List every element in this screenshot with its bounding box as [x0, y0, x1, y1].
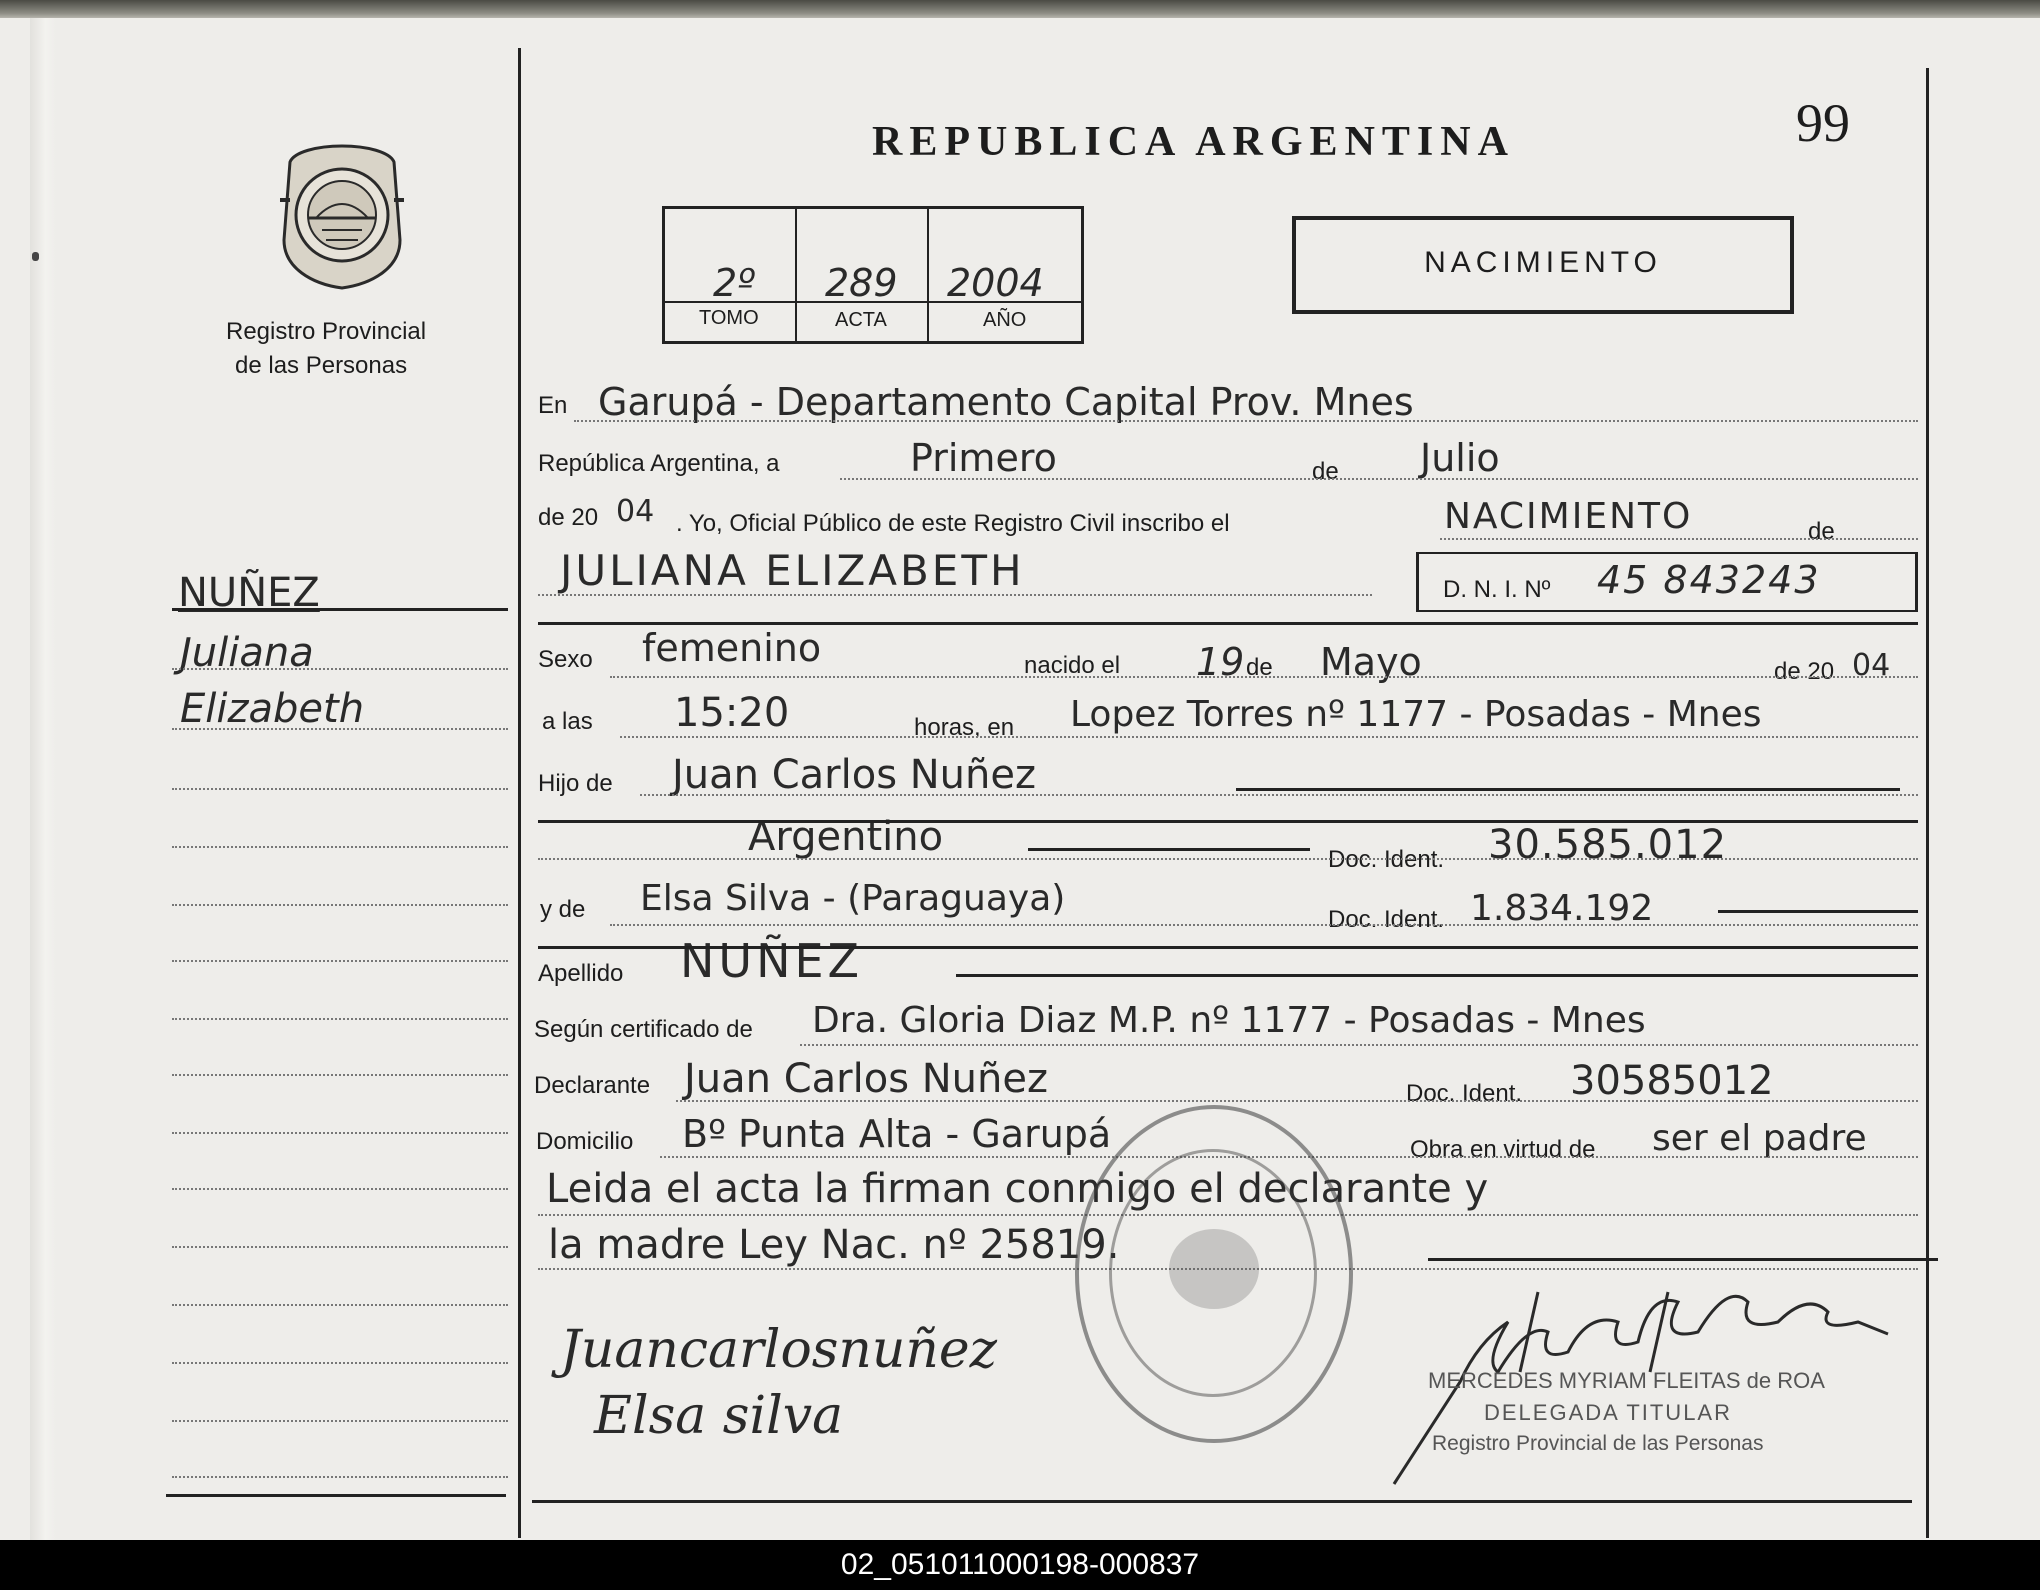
- birth-year-prefix: de 20: [1774, 658, 1835, 685]
- hijo-rule: [1236, 788, 1900, 791]
- horas-label: horas, en: [914, 714, 1015, 741]
- de2-label: de: [1808, 518, 1835, 545]
- registry-line2: de las Personas: [235, 352, 408, 379]
- domicilio-value: Bº Punta Alta - Garupá: [682, 1112, 1112, 1156]
- year-suffix: 04: [616, 494, 655, 529]
- binding-hole: [32, 252, 39, 261]
- mother-name: Elsa Silva - (Paraguaya): [640, 878, 1066, 919]
- mother-doc: 1.834.192: [1470, 888, 1654, 929]
- inscribe-value: NACIMIENTO: [1444, 496, 1693, 537]
- registry-line1: Registro Provincial: [226, 318, 427, 345]
- scan-footer: [0, 1540, 2040, 1590]
- margin-line: [172, 1018, 508, 1020]
- country-title: REPUBLICA ARGENTINA: [872, 119, 1515, 165]
- obra-label: Obra en virtud de: [1410, 1136, 1596, 1163]
- segun-label: Según certificado de: [534, 1016, 753, 1043]
- father-rule: [1028, 848, 1310, 851]
- signature-mother: Elsa silva: [594, 1386, 844, 1446]
- father-doc: 30.585.012: [1488, 822, 1728, 868]
- margin-line: [172, 1074, 508, 1076]
- declarante-value: Juan Carlos Nuñez: [684, 1056, 1048, 1102]
- domicilio-label: Domicilio: [536, 1128, 634, 1155]
- father-name: Juan Carlos Nuñez: [672, 752, 1036, 798]
- sexo-line: [610, 676, 1918, 678]
- margin-line: [172, 1362, 508, 1364]
- acta-label: ACTA: [835, 309, 887, 331]
- en-label: En: [538, 392, 568, 419]
- margin-second-name: Elizabeth: [180, 686, 365, 732]
- note-line2: la madre Ley Nac. nº 25819.: [548, 1222, 1120, 1268]
- form-left-border: [518, 48, 521, 1538]
- sexo-value: femenino: [642, 626, 822, 670]
- note-rule: [1428, 1258, 1938, 1261]
- father-nationality: Argentino: [748, 814, 944, 860]
- hijo-line: [640, 794, 1918, 796]
- margin-line: [172, 1304, 508, 1306]
- father-line: [538, 858, 1918, 860]
- officer-registry: Registro Provincial de las Personas: [1432, 1432, 1764, 1455]
- margin-rule-top: [172, 608, 508, 611]
- dni-label: D. N. I. Nº: [1443, 576, 1551, 603]
- margin-line: [172, 1132, 508, 1134]
- margin-line: [172, 1420, 508, 1422]
- de-month-label: de: [1246, 654, 1273, 681]
- year-prefix: de 20: [538, 504, 599, 531]
- birth-year-suffix: 04: [1852, 648, 1891, 683]
- day-value: Primero: [910, 436, 1057, 480]
- birth-month: Mayo: [1320, 640, 1422, 684]
- act-type-box: [1292, 216, 1794, 314]
- bottom-rule: [532, 1500, 1912, 1503]
- mother-rule: [1718, 910, 1918, 913]
- book-spine: [30, 18, 56, 1540]
- republica-label: República Argentina, a: [538, 450, 780, 477]
- margin-line: [172, 846, 508, 848]
- margin-line: [172, 788, 508, 790]
- yo-text: . Yo, Oficial Público de este Registro Civil inscribo el: [676, 510, 1230, 537]
- place-value: Lopez Torres nº 1177 - Posadas - Mnes: [1070, 694, 1762, 735]
- margin-first-name: Juliana: [180, 630, 314, 676]
- tomo-label: TOMO: [699, 307, 759, 329]
- hijo-label: Hijo de: [538, 770, 613, 797]
- doc-label-mother: Doc. Ident.: [1328, 906, 1445, 933]
- ano-value: 2004: [947, 261, 1044, 305]
- doc-label: Doc. Ident.: [1328, 846, 1445, 873]
- declarante-label: Declarante: [534, 1072, 651, 1099]
- segun-line: [800, 1044, 1918, 1046]
- time-value: 15:20: [674, 690, 790, 736]
- de-label: de: [1312, 458, 1339, 485]
- margin-line: [172, 1188, 508, 1190]
- nationality-rule: [538, 820, 1918, 823]
- registry-stamp: [1075, 1105, 1353, 1443]
- name-rule: [538, 622, 1918, 625]
- en-line: [574, 420, 1918, 422]
- dni-box: [1416, 552, 1918, 612]
- mother-line: [610, 924, 1918, 926]
- declarante-line: [676, 1100, 1918, 1102]
- page-number: 99: [1796, 93, 1850, 153]
- apellido-label: Apellido: [538, 960, 624, 987]
- apellido-rule: [956, 974, 1918, 977]
- yo-line: [1440, 538, 1918, 540]
- nacido-label: nacido el: [1024, 652, 1121, 679]
- dni-value: 45 843243: [1597, 558, 1821, 602]
- acta-value: 289: [825, 261, 898, 305]
- child-name-line: [538, 594, 1372, 596]
- obra-value: ser el padre: [1652, 1118, 1867, 1159]
- declarante-doc: 30585012: [1570, 1058, 1774, 1104]
- margin-line: [172, 960, 508, 962]
- birth-day: 19: [1196, 640, 1245, 684]
- margin-line: [172, 904, 508, 906]
- officer-title: DELEGADA TITULAR: [1484, 1400, 1732, 1425]
- margin-line: [172, 728, 508, 730]
- margin-line: [172, 668, 508, 670]
- footer-code: 02_051011000198-000837: [840, 1548, 1200, 1581]
- en-value: Garupá - Departamento Capital Prov. Mnes: [598, 380, 1414, 424]
- month-value: Julio: [1420, 436, 1500, 480]
- ano-label: AÑO: [983, 309, 1027, 331]
- officer-name: MERCEDES MYRIAM FLEITAS de ROA: [1428, 1368, 1825, 1393]
- signature-father: Juancarlosnuñez: [560, 1320, 998, 1380]
- note-line1: Leida el acta la firman conmigo el declarante y: [546, 1166, 1489, 1212]
- republica-line: [840, 478, 1918, 480]
- tomo-acta-ano-box: [662, 206, 1084, 344]
- margin-line: [172, 1246, 508, 1248]
- apellido-rule-2: [538, 946, 1918, 949]
- tomo-value: 2º: [713, 261, 756, 305]
- alas-label: a las: [542, 708, 593, 735]
- margin-line: [172, 1476, 508, 1478]
- child-name: JULIANA ELIZABETH: [560, 546, 1025, 595]
- yde-label: y de: [540, 896, 586, 923]
- sexo-label: Sexo: [538, 646, 593, 673]
- doc-label-declarante: Doc. Ident.: [1406, 1080, 1523, 1107]
- apellido-value: NUÑEZ: [680, 934, 864, 988]
- margin-rule-bottom: [166, 1494, 506, 1497]
- segun-value: Dra. Gloria Diaz M.P. nº 1177 - Posadas - Mnes: [812, 1000, 1646, 1041]
- act-type-label: NACIMIENTO: [1424, 246, 1662, 279]
- alas-line: [620, 736, 1918, 738]
- province-seal-icon: [272, 140, 412, 290]
- margin-surname: NUÑEZ: [178, 570, 320, 616]
